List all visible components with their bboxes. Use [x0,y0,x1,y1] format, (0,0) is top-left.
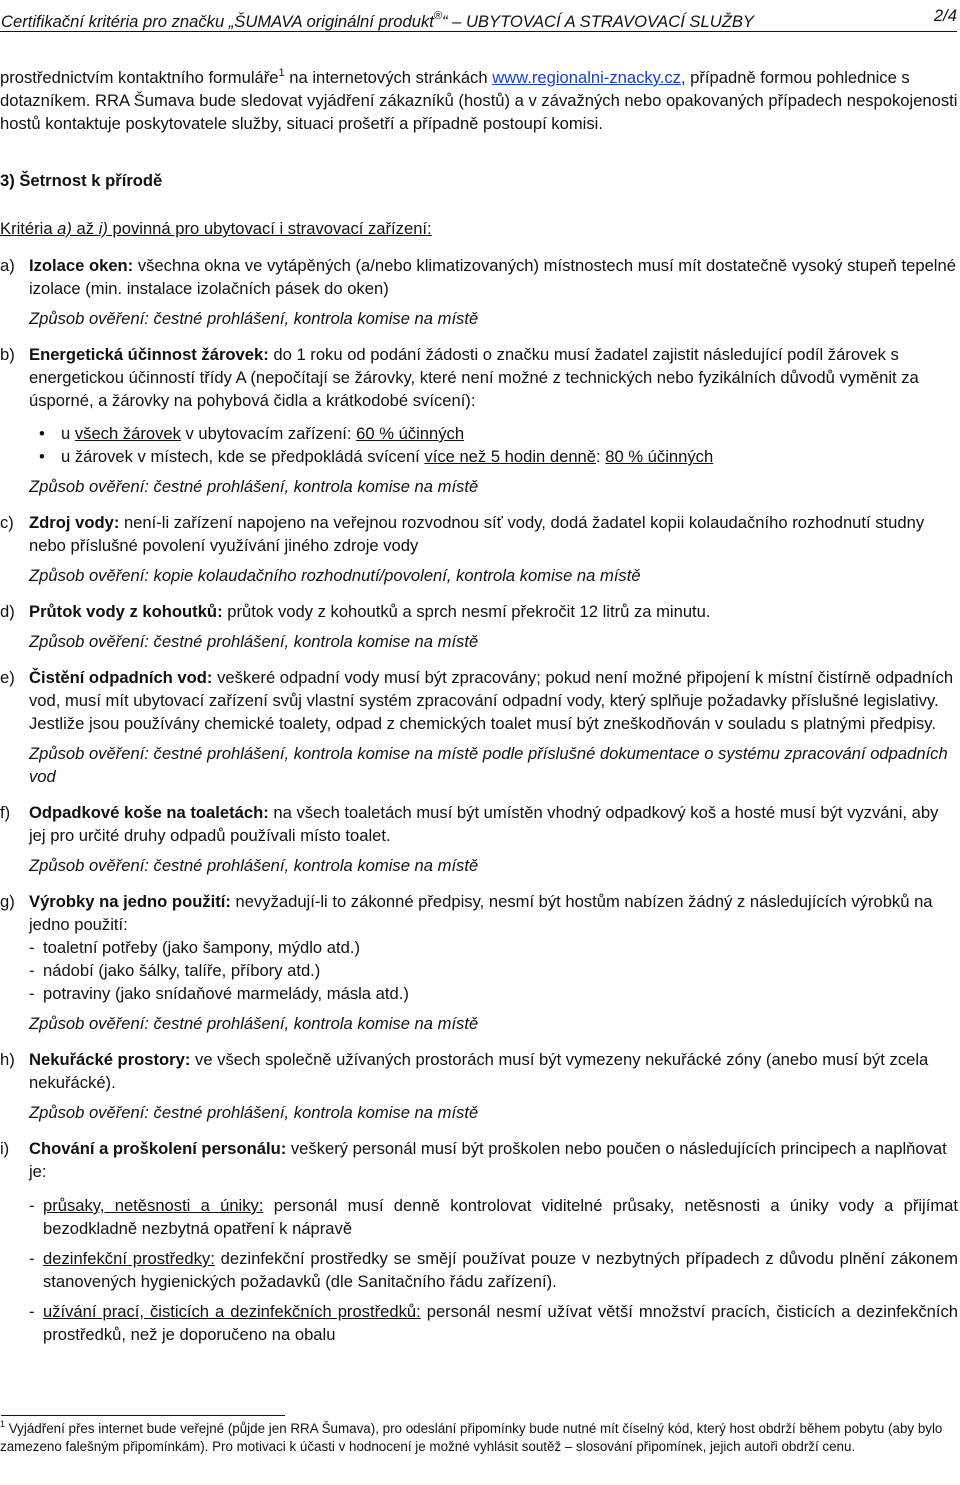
principle-text: personál musí denně kontrolovat viditelné průsaky, netěsnosti a úniky vody a přijímat bezodkladně nezbytná opatření k nápravě [43,1196,958,1238]
criteria-mid: až [71,219,99,238]
criterion-g [0,890,958,1035]
verification-method: Způsob ověření: čestné prohlášení, kontrola komise na místě [29,309,479,328]
dash-marker: - [29,1196,35,1215]
criteria-i: i) [98,219,108,238]
verification-method: Způsob ověření: čestné prohlášení, kontrola komise na místě [29,477,479,496]
criterion-a [0,254,958,330]
criterion-text [29,801,958,847]
criterion-text [29,1048,958,1094]
principle-leaks [29,1194,958,1240]
staff-principles-list [29,1194,958,1346]
criterion-i [0,1137,958,1346]
criterion-text [29,600,958,623]
principle-text: dezinfekční prostředky se smějí používat pouze v nezbytných případech z důvodu plnění zákonem stanovených hygienických požadavků (dle Sanitačního řádu zařízení). [43,1249,958,1291]
list-item [29,982,958,1005]
principle-heading: užívání prací, čisticích a dezinfekčních prostředků: [43,1302,421,1321]
dash-marker: - [29,961,35,980]
criterion-description: není-li zařízení napojeno na veřejnou rozvodnou síť vody, dodá žadatel kopii kolaudačního rozhodnutí studny nebo příslušné povolení využívání jiného zdroje vody [29,513,925,555]
dash-marker: - [29,938,35,957]
criterion-letter: h) [0,1050,15,1069]
footnote-text: Vyjádření přes internet bude veřejné (půjde jen RRA Šumava), pro odeslání připomínky bude nutné mít číselný kód, který host obdrží během pobytu (aby bylo zamezeno falešným připomínkám). Pro motivaci k účasti v hodnocení je možné vyhlásit soutěž – slosování připomínek, jejich autoři obdrží cenu. [0,1421,943,1454]
criterion-h [0,1048,958,1124]
bullet-text: v ubytovacím zařízení: [180,424,357,443]
list-item-text: nádobí (jako šálky, talíře, příbory atd.) [43,961,321,980]
verification-method: Způsob ověření: čestné prohlášení, kontrola komise na místě podle příslušné dokumentace o systému zpracování odpadních vod [29,744,948,786]
criterion-letter: i) [0,1139,10,1158]
header-title-part1: Certifikační kritéria pro značku „ŠUMAVA originální produkt [1,12,434,31]
intro-paragraph [0,66,958,135]
criteria-intro [0,217,958,240]
header-title [1,5,754,33]
page-header [0,5,957,32]
dash-marker: - [29,984,35,1003]
bullet-text: u [61,424,75,443]
criterion-description: průtok vody z kohoutků a sprch nesmí překročit 12 litrů za minutu. [222,602,711,621]
criterion-heading: Chování a proškolení personálu: [29,1139,287,1158]
bullet-underlined: 60 % účinných [356,424,465,443]
dash-marker: - [29,1249,35,1268]
principle-heading: dezinfekční prostředky: [43,1249,215,1268]
disposable-products-list [29,936,958,1005]
criterion-letter: c) [0,513,14,532]
criteria-a: a) [57,219,72,238]
criterion-text [29,666,958,735]
principle-text: personál nesmí užívat větší množství pracích, čisticích a dezinfekčních prostředků, než je doporučeno na obalu [43,1302,958,1344]
footnote-reference[interactable]: 1 [278,67,285,79]
criterion-letter: f) [0,803,11,822]
bullet-icon: • [39,447,45,466]
criterion-letter: e) [0,668,15,687]
bullet-icon: • [39,424,45,443]
bullet-underlined: všech žárovek [74,424,181,443]
criterion-description: všechna okna ve vytápěných (a/nebo klimatizovaných) místnostech musí mít dostatečně vysoký stupeň tepelné izolace (min. instalace izolačních pásek do oken) [29,256,956,298]
bulb-requirements-list [29,422,958,468]
intro-text3: , případně formou pohlednice s dotazníkem. RRA Šumava bude sledovat vyjádření zákazníků (hostů) a v závažných nebo opakovaných případech nespokojenosti hostů kontaktuje poskytovatele služby, situaci prošetří a případně postoupí komisi. [0,68,958,133]
list-item [29,959,958,982]
website-link[interactable]: www.regionalni-znacky.cz [492,68,681,87]
verification-method: Způsob ověření: čestné prohlášení, kontrola komise na místě [29,1014,479,1033]
criteria-pre: Kritéria [0,219,58,238]
criterion-c [0,511,958,587]
page-number: 2/4 [933,6,957,25]
principle-detergents [29,1300,958,1346]
criterion-letter: d) [0,602,15,621]
intro-text1: prostřednictvím kontaktního formuláře [0,68,279,87]
criterion-description: ve všech společně užívaných prostorách musí být vymezeny nekuřácké zóny (anebo musí být zcela nekuřácké). [29,1050,929,1092]
criterion-e [0,666,958,788]
criterion-heading: Průtok vody z kohoutků: [29,602,223,621]
bullet-text: : [596,447,606,466]
criterion-b [0,343,958,498]
criterion-text [29,511,958,557]
list-item [29,445,958,468]
criterion-text [29,890,958,936]
list-item [29,936,958,959]
criterion-heading: Izolace oken: [29,256,134,275]
criterion-heading: Zdroj vody: [29,513,120,532]
list-item [29,422,958,445]
criterion-description: nevyžadují-li to zákonné předpisy, nesmí být hostům nabízen žádný z následujících výrobků na jedno použití: [29,892,933,934]
verification-method: Způsob ověření: čestné prohlášení, kontrola komise na místě [29,632,479,651]
criterion-text [29,254,958,300]
criterion-heading: Odpadkové koše na toaletách: [29,803,269,822]
intro-text2: na internetových stránkách [284,68,493,87]
section-title: 3) Šetrnost k přírodě [0,171,163,190]
verification-method: Způsob ověření: čestné prohlášení, kontrola komise na místě [29,1103,479,1122]
criterion-description: veškerý personál musí být proškolen nebo poučen o následujících principech a naplňovat je: [29,1139,947,1181]
criterion-heading: Nekuřácké prostory: [29,1050,191,1069]
criterion-description: na všech toaletách musí být umístěn vhodný odpadkový koš a hosté musí být vyzváni, aby jej pro určité druhy odpadů používali místo toalet. [29,803,939,845]
criterion-letter: a) [0,256,15,275]
bullet-underlined: více než 5 hodin denně [424,447,597,466]
list-item-text: toaletní potřeby (jako šampony, mýdlo atd.) [43,938,360,957]
bullet-text: u žárovek v místech, kde se předpokládá svícení [61,447,425,466]
criterion-description: veškeré odpadní vody musí být zpracovány; pokud není možné připojení k místní čistírně odpadních vod, musí mít ubytovací zařízení svůj vlastní systém zpracování odpadní vody, který splňuje požadavky příslušné legislativy. Jestliže jsou používány chemické toalety, odpad z chemických toalet musí být zneškodňován v souladu s platnými předpisy. [29,668,954,733]
footnote [0,1420,958,1455]
header-title-part2: “ – UBYTOVACÍ A STRAVOVACÍ SLUŽBY [441,12,754,31]
criterion-heading: Čistění odpadních vod: [29,668,213,687]
criterion-d [0,600,958,653]
footnote-divider [1,1415,285,1416]
footnote-number: 1 [0,1419,6,1429]
criterion-heading: Energetická účinnost žárovek: [29,345,269,364]
criterion-letter: b) [0,345,15,364]
criteria-post: povinná pro ubytovací i stravovací zařízení: [107,219,432,238]
criterion-heading: Výrobky na jedno použití: [29,892,231,911]
list-item-text: potraviny (jako snídaňové marmelády, másla atd.) [43,984,409,1003]
registered-mark: ® [433,10,442,22]
criterion-description: do 1 roku od podání žádosti o značku musí žadatel zajistit následující podíl žárovek s energetickou účinností třídy A (nepočítají se žárovky, které není možné z technických nebo fyzikálních důvodů vyměnit za úsporné, a žárovky na pohybová čidla a krátkodobé svícení): [29,345,919,410]
principle-disinfectants [29,1247,958,1293]
principle-heading: průsaky, netěsnosti a úniky: [43,1196,264,1215]
bullet-underlined: 80 % účinných [605,447,714,466]
verification-method: Způsob ověření: kopie kolaudačního rozhodnutí/povolení, kontrola komise na místě [29,566,641,585]
criterion-f [0,801,958,877]
criterion-text [29,1137,958,1183]
dash-marker: - [29,1302,35,1321]
criterion-text [29,343,958,412]
criterion-letter: g) [0,892,15,911]
verification-method: Způsob ověření: čestné prohlášení, kontrola komise na místě [29,856,479,875]
document-body [0,66,958,1359]
